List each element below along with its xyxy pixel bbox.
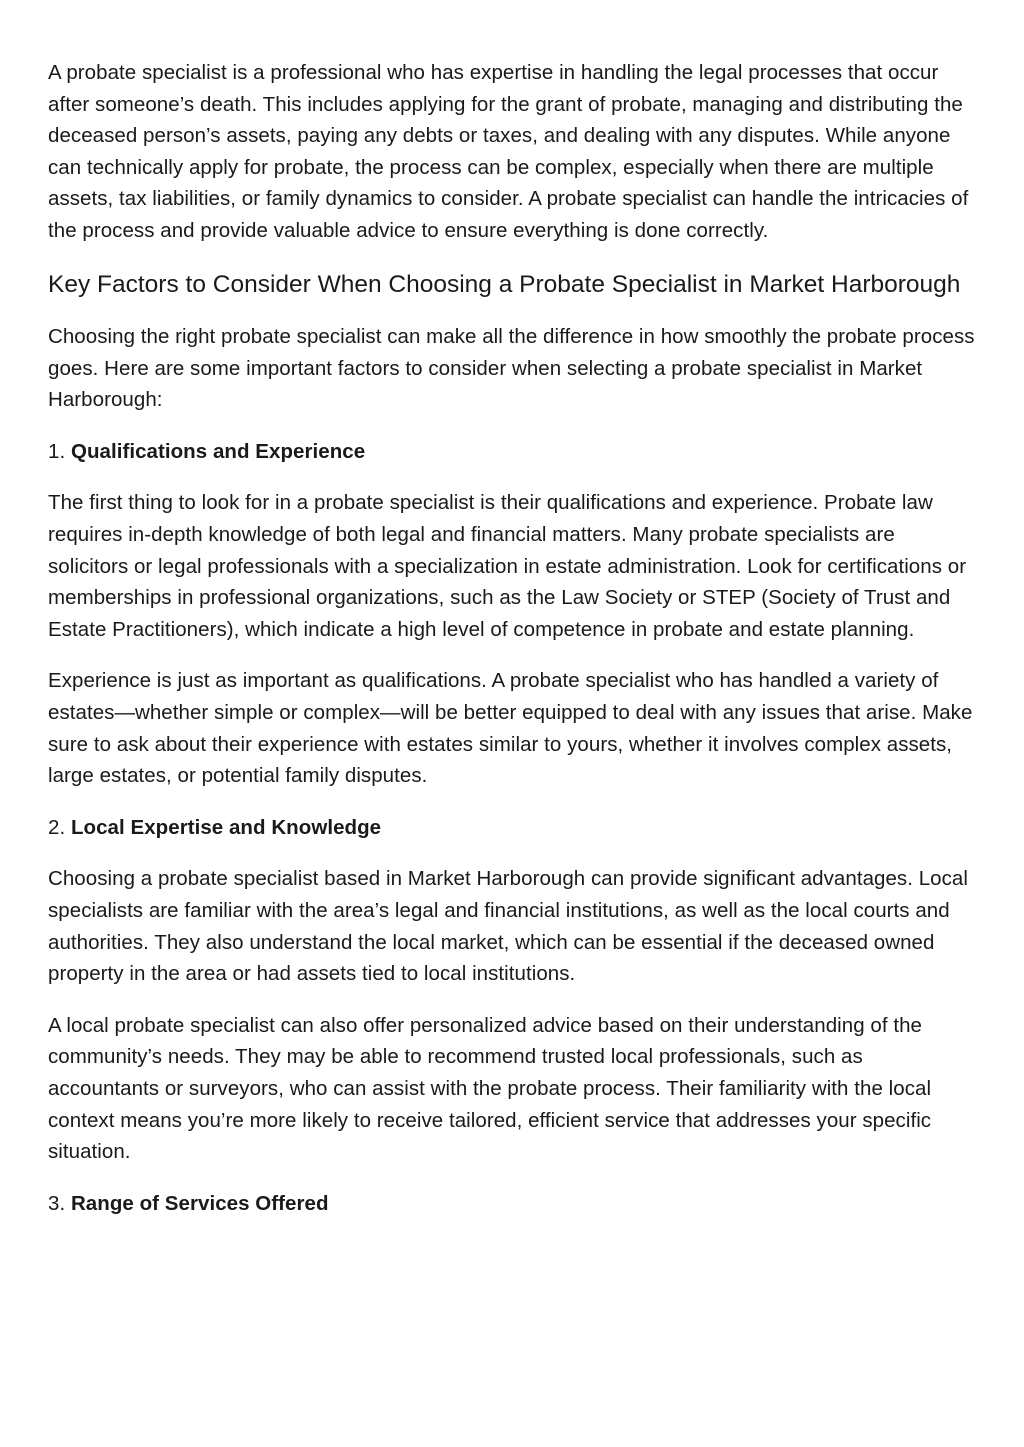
intro-paragraph: A probate specialist is a professional who has expertise in handling the legal processes that occur after someone’s death. This includes applying for the grant of probate, managing and distributing the deceased person’s assets, paying any debts or taxes, and dealing with any disputes. While anyone can technically apply for probate, the process can be complex, especially when there are multiple assets, tax liabilities, or family dynamics to consider. A probate specialist can handle the intricacies of the process and provide valuable advice to ensure everything is done correctly. [48,61,969,242]
factor-number: 1. [48,439,66,463]
factor-1-paragraph-1: The first thing to look for in a probate specialist is their qualifications and experience. Probate law requires in-depth knowledge of both legal and financial matters. Many probate specialists are solicitors or legal professionals with a specialization in estate administration. Look for certifications or memberships in professional organizations, such as the Law Society or STEP (Society of Trust and Estate Practitioners), which indicate a high level of competence in probate and estate planning. [48,491,967,641]
choosing-paragraph: Choosing the right probate specialist can make all the difference in how smoothly the probate process goes. Here are some important factors to consider when selecting a probate specialist in Market Harborough: [48,325,975,412]
factor-title: Local Expertise and Knowledge [70,815,382,839]
factor-heading-2 [48,812,978,844]
factor-number: 3. [48,1191,66,1215]
section-heading: Key Factors to Consider When Choosing a Probate Specialist in Market Harborough [48,270,961,298]
factor-heading-1 [48,436,978,468]
factor-title: Range of Services Offered [70,1191,329,1215]
factor-number: 2. [48,815,66,839]
factor-2-paragraph-1: Choosing a probate specialist based in Market Harborough can provide significant advantages. Local specialists are familiar with the area’s legal and financial institutions, as well as the local courts and authorities. They also understand the local market, which can be essential if the deceased owned property in the area or had assets tied to local institutions. [48,867,968,986]
document-page [48,57,978,1239]
factor-title: Qualifications and Experience [70,439,366,463]
factor-1-paragraph-2: Experience is just as important as qualifications. A probate specialist who has handled a variety of estates—whether simple or complex—will be better equipped to deal with any issues that arise. Make sure to ask about their experience with estates similar to yours, whether it involves complex assets, large estates, or potential family disputes. [48,669,973,788]
factor-2-paragraph-2: A local probate specialist can also offer personalized advice based on their understanding of the community’s needs. They may be able to recommend trusted local professionals, such as accountants or surveyors, who can assist with the probate process. Their familiarity with the local context means you’re more likely to receive tailored, efficient service that addresses your specific situation. [48,1013,932,1164]
factor-heading-3 [48,1188,978,1220]
